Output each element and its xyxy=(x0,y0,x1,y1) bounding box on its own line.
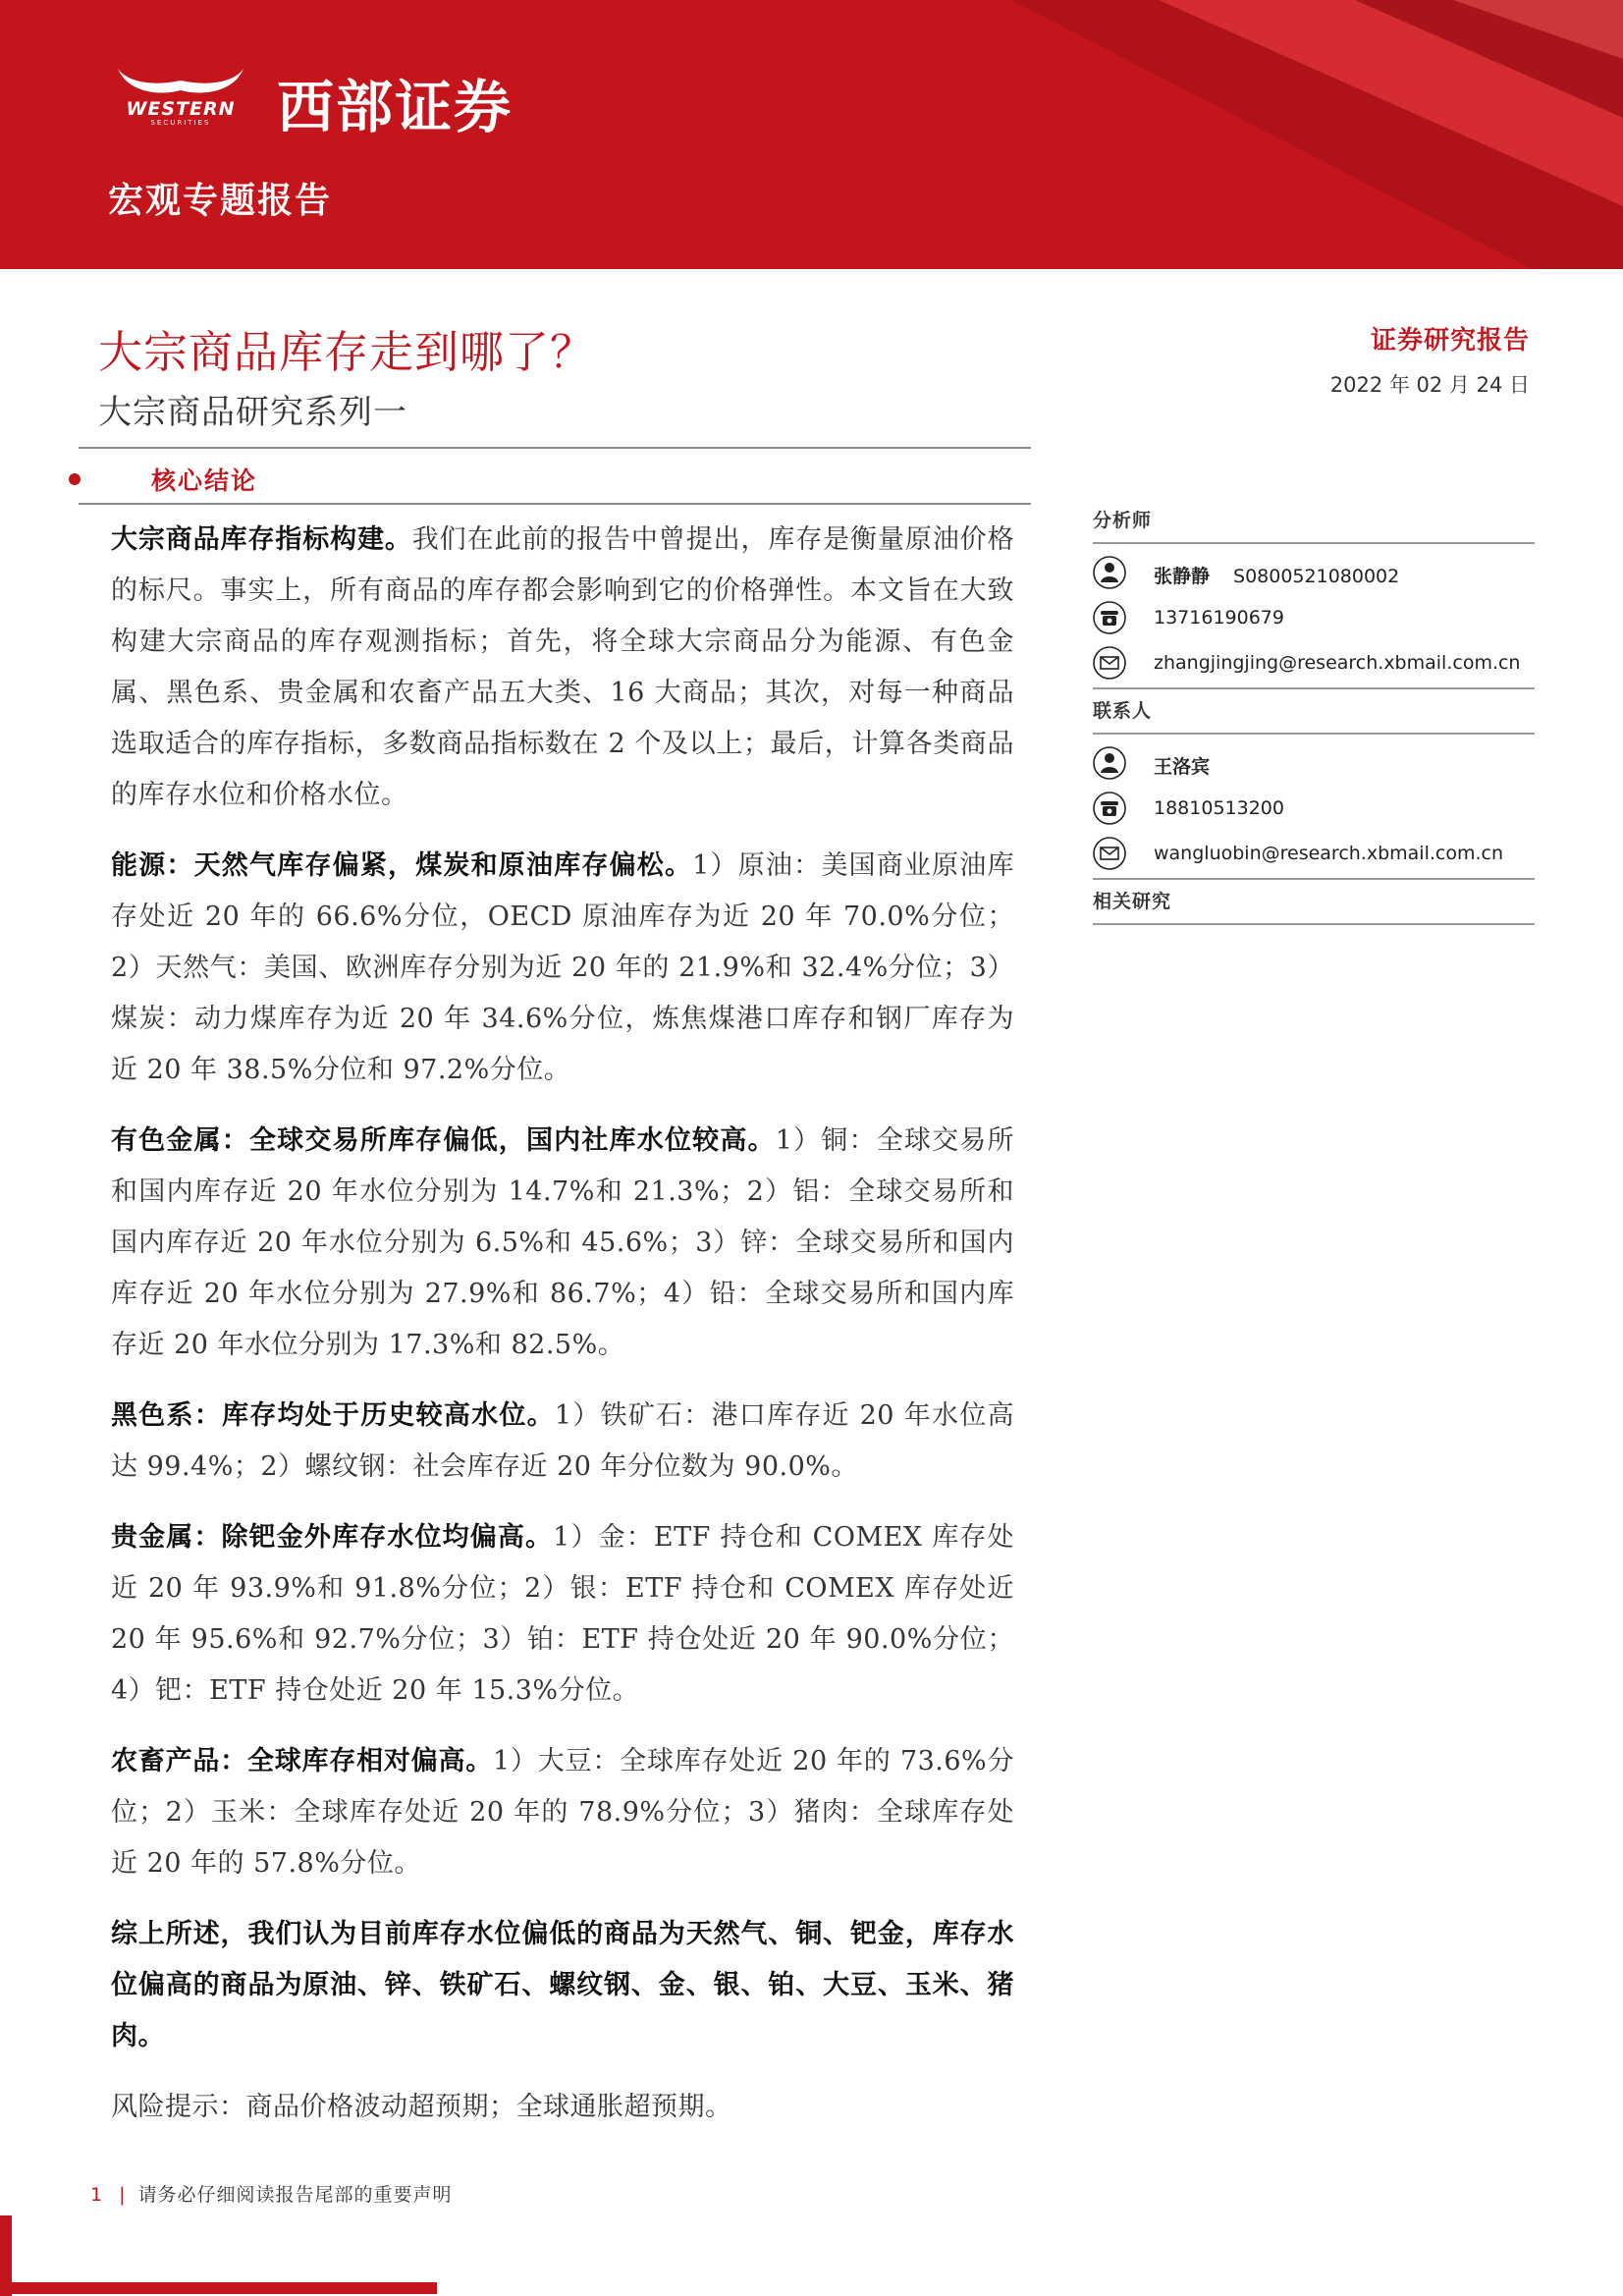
analyst-name-line xyxy=(1154,562,1399,588)
logo-english: WESTERN xyxy=(126,98,236,120)
paragraph xyxy=(111,1736,1014,1889)
bullet-dot-icon xyxy=(69,473,81,485)
paragraph-lead: 有色金属：全球交易所库存偏低，国内社库水位较高。 xyxy=(111,1125,776,1156)
risk-notice: 风险提示：商品价格波动超预期；全球通胀超预期。 xyxy=(111,2092,732,2122)
sidebar-divider xyxy=(1093,733,1535,735)
report-type: 宏观专题报告 xyxy=(108,180,333,221)
section-divider xyxy=(79,503,1031,505)
paragraph-lead: 贵金属：除钯金外库存水位均偏高。 xyxy=(111,1522,554,1553)
page-footer xyxy=(90,2180,453,2207)
bull-horns-logo-icon xyxy=(114,67,247,100)
contact-name-row xyxy=(1093,740,1535,786)
contact-phone: 18810513200 xyxy=(1154,797,1284,819)
person-icon xyxy=(1093,746,1126,780)
paragraph-text: 1）铜：全球交易所和国内库存近 20 年水位分别为 14.7%和 21.3%；2）铝：全球交易所和国内库存近 20 年水位分别为 6.5%和 45.6%；3）锌：全球交易所和国内库存近 20 年水位分别为 27.9%和 86.7%；4）铅：全球交易所和国内库存近 20 年水位分别为 17.3%和 82.5%。 xyxy=(111,1125,1014,1360)
sidebar-divider xyxy=(1093,923,1535,925)
section-header xyxy=(69,462,1031,501)
paragraph-text: 1）金：ETF 持仓和 COMEX 库存处近 20 年 93.9%和 91.8%分位；2）银：ETF 持仓和 COMEX 库存处近 20 年 95.6%和 92.7%分位；3）铂：ETF 持仓处近 20 年 90.0%分位；4）钯：ETF 持仓处近 20 年 15.3%分位。 xyxy=(111,1522,1015,1706)
contact-email[interactable]: wangluobin@research.xbmail.com.cn xyxy=(1154,843,1504,864)
analyst-email[interactable]: zhangjingjing@research.xbmail.com.cn xyxy=(1154,652,1521,674)
contact-email-row xyxy=(1093,831,1535,876)
paragraph xyxy=(111,1391,1014,1493)
document-kind: 证券研究报告 xyxy=(1370,326,1530,355)
analyst-name-row xyxy=(1093,550,1535,595)
footer-accent-horizontal xyxy=(0,2282,437,2294)
logo-english-sub: SECURITIES xyxy=(150,119,211,127)
report-body xyxy=(111,515,1014,2133)
footer-notice: 请务必仔细阅读报告尾部的重要声明 xyxy=(137,2184,453,2206)
paragraph-lead: 农畜产品：全球库存相对偏高。 xyxy=(111,1746,494,1777)
report-header xyxy=(0,0,1623,269)
phone-icon xyxy=(1093,792,1126,825)
footer-separator: | xyxy=(119,2184,127,2206)
page-subtitle: 大宗商品研究系列一 xyxy=(98,393,407,432)
section-title: 核心结论 xyxy=(151,466,258,495)
page-title: 大宗商品库存走到哪了？ xyxy=(98,326,596,378)
analyst-phone: 13716190679 xyxy=(1154,607,1284,629)
paragraph-lead: 黑色系：库存均处于历史较高水位。 xyxy=(111,1400,555,1431)
analyst-certificate: S0800521080002 xyxy=(1233,566,1400,587)
sidebar-divider xyxy=(1093,542,1535,544)
author-sidebar xyxy=(1093,499,1535,925)
analyst-phone-row xyxy=(1093,595,1535,640)
analyst-label: 分析师 xyxy=(1093,510,1153,531)
paragraph-lead: 能源：天然气库存偏紧，煤炭和原油库存偏松。 xyxy=(111,850,693,881)
analyst-email-row xyxy=(1093,640,1535,685)
document-date: 2022 年 02 月 24 日 xyxy=(1329,373,1530,397)
paragraph-lead: 大宗商品库存指标构建。 xyxy=(111,524,412,555)
mail-icon xyxy=(1093,646,1126,680)
paragraph xyxy=(111,1116,1014,1371)
paragraph xyxy=(111,515,1014,821)
paragraph xyxy=(111,841,1014,1096)
summary-paragraph: 综上所述，我们认为目前库存水位偏低的商品为天然气、铜、钯金，库存水位偏高的商品为原油、锌、铁矿石、螺纹钢、金、银、铂、大豆、玉米、猪肉。 xyxy=(111,1919,1014,2051)
header-background xyxy=(0,0,1623,269)
phone-icon xyxy=(1093,601,1126,634)
person-icon xyxy=(1093,556,1126,589)
contact-label: 联系人 xyxy=(1093,700,1153,722)
title-divider xyxy=(79,447,1031,449)
paragraph-text: 1）铁矿石：港口库存近 20 年水位高达 99.4%；2）螺纹钢：社会库存近 20 年分位数为 90.0%。 xyxy=(111,1400,1015,1482)
analyst-name: 张静静 xyxy=(1154,566,1211,587)
paragraph-text: 我们在此前的报告中曾提出，库存是衡量原油价格的标尺。事实上，所有商品的库存都会影响到它的价格弹性。本文旨在大致构建大宗商品的库存观测指标；首先，将全球大宗商品分为能源、有色金属、黑色系、贵金属和农畜产品五大类、16 大商品；其次，对每一种商品选取适合的库存指标，多数商品指标数在 2 个及以上；最后，计算各类商品的库存水位和价格水位。 xyxy=(111,524,1015,810)
contact-name: 王洛宾 xyxy=(1154,756,1211,778)
page-number: 1 xyxy=(90,2184,104,2206)
contact-phone-row xyxy=(1093,786,1535,831)
mail-icon xyxy=(1093,837,1126,870)
paragraph xyxy=(111,1512,1014,1717)
paragraph-text: 1）大豆：全球库存处近 20 年的 73.6%分位；2）玉米：全球库存处近 20 年的 78.9%分位；3）猪肉：全球库存处近 20 年的 57.8%分位。 xyxy=(111,1746,1015,1879)
related-research-label: 相关研究 xyxy=(1093,891,1172,912)
paragraph-text: 1）原油：美国商业原油库存处近 20 年的 66.6%分位，OECD 原油库存为近 20 年 70.0%分位；2）天然气：美国、欧洲库存分别为近 20 年的 21.9%和 32.4%分位；3）煤炭：动力煤库存为近 20 年 34.6%分位，炼焦煤港口库存和钢厂库存为近 20 年 38.5%分位和 97.2%分位。 xyxy=(111,850,1015,1085)
brand-name: 西部证券 xyxy=(277,74,514,140)
